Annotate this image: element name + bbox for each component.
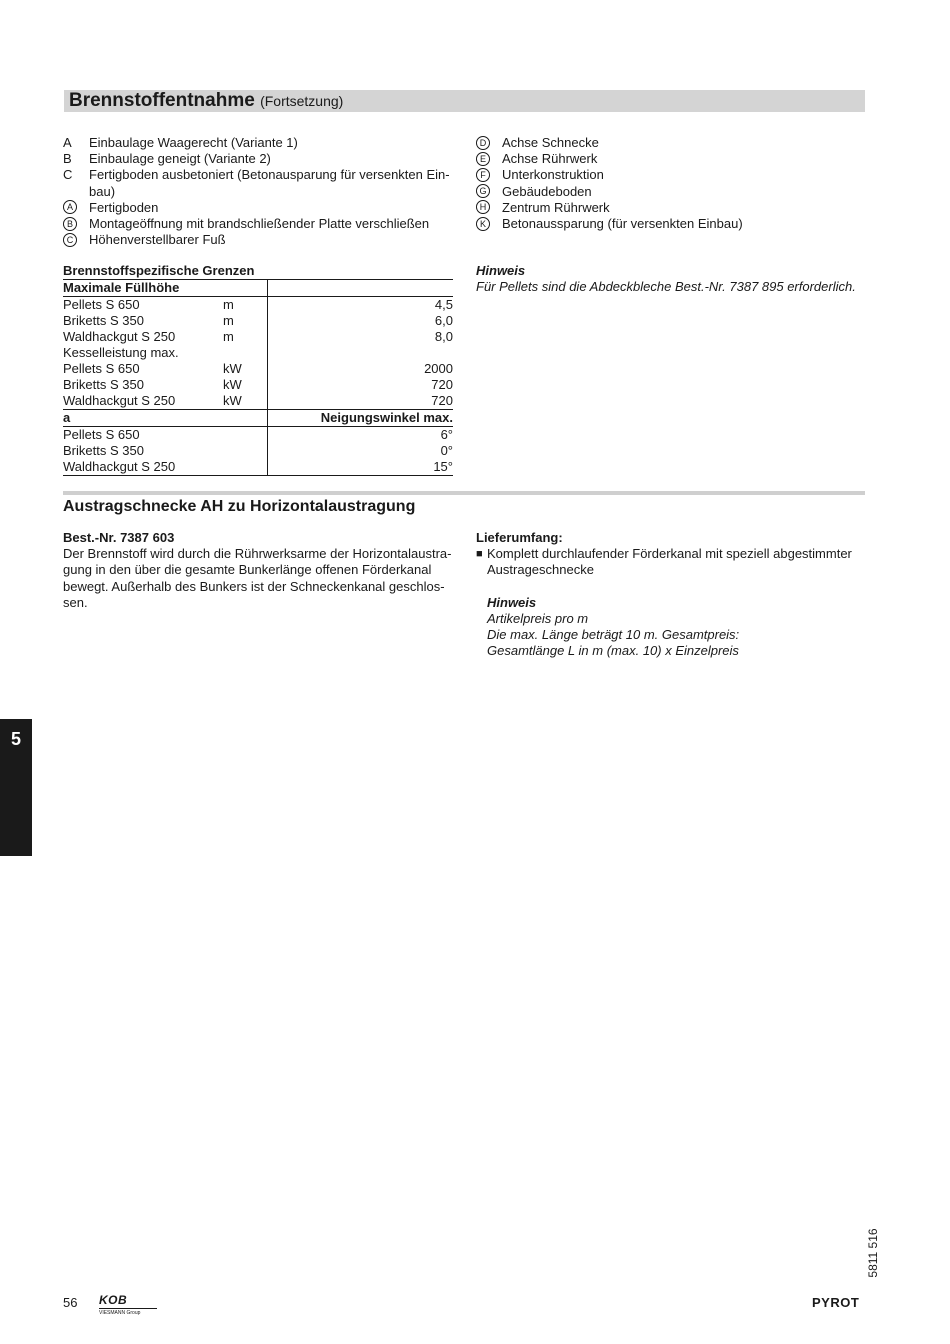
- table-row: Pellets S 650 m 4,5: [63, 297, 453, 312]
- circled-letter-icon: A: [63, 200, 77, 214]
- table-row: Waldhackgut S 250 kW 720: [63, 393, 453, 408]
- note-text: Gesamtlänge L in m (max. 10) x Einzelpreis: [487, 643, 739, 659]
- page-title: [69, 90, 343, 112]
- note-block: [476, 263, 866, 295]
- legend-text: Achse Rührwerk: [502, 151, 598, 167]
- delivery-title: Lieferumfang:: [476, 530, 563, 545]
- title-subtitle: (Fortsetzung): [260, 93, 344, 109]
- table-row: Pellets S 650 kW 2000: [63, 361, 453, 376]
- circled-letter-icon: D: [476, 136, 490, 150]
- bullet-icon: ■: [476, 548, 483, 561]
- page-number: 56: [63, 1295, 78, 1310]
- legend-item: [63, 200, 463, 216]
- document-number: 5811 516: [866, 1228, 880, 1278]
- legend-text: Zentrum Rührwerk: [502, 199, 610, 215]
- list-item: ■ Komplett durchlaufender Förderkanal mit speziell abgestimmter Austrageschnecke: [476, 546, 852, 578]
- legend-left: [63, 135, 463, 248]
- legend-text: Fertigboden: [89, 199, 159, 215]
- table-caption: Brennstoffspezifische Grenzen: [63, 263, 453, 280]
- legend-key: B: [63, 151, 72, 167]
- note-title: Hinweis: [487, 594, 537, 610]
- description-line: gung in den über die gesamte Bunkerlänge offenen Förderkanal: [63, 562, 432, 578]
- legend-text: Höhenverstellbarer Fuß: [89, 232, 226, 248]
- table-header: Maximale Füllhöhe: [63, 280, 223, 297]
- delivery-scope: [476, 530, 866, 659]
- circled-letter-icon: C: [63, 233, 77, 247]
- legend-text-continued: bau): [89, 183, 116, 199]
- kob-logo: [99, 1292, 157, 1318]
- note-text: Die max. Länge beträgt 10 m. Gesamtpreis:: [487, 627, 740, 643]
- legend-item: [476, 216, 866, 232]
- fuel-limits-table: [63, 263, 453, 476]
- table-subheader: Kesselleistung max.: [63, 345, 179, 360]
- circled-letter-icon: B: [63, 217, 77, 231]
- circled-letter-icon: F: [476, 168, 490, 182]
- chapter-tab: [0, 719, 32, 856]
- legend-text: Unterkonstruktion: [502, 167, 604, 183]
- table-row: Briketts S 350 m 6,0: [63, 313, 453, 328]
- brand-name: PYROT: [812, 1295, 860, 1310]
- table-header-row: a Neigungswinkel max.: [63, 410, 453, 425]
- legend-item: [63, 135, 463, 151]
- legend-item: [63, 216, 463, 232]
- legend-text: Einbaulage geneigt (Variante 2): [89, 151, 271, 167]
- section-title-bar: [64, 90, 865, 112]
- legend-text: Achse Schnecke: [502, 135, 599, 150]
- circled-letter-icon: K: [476, 217, 490, 231]
- legend-item: [63, 151, 463, 167]
- circled-letter-icon: E: [476, 152, 490, 166]
- chapter-number: 5: [10, 729, 21, 749]
- title-text: Brennstoffentnahme: [69, 90, 255, 111]
- table-row: Waldhackgut S 250 m 8,0: [63, 329, 453, 344]
- legend-text: Gebäudeboden: [502, 183, 592, 199]
- legend-key: C: [63, 167, 73, 183]
- legend-text: Einbaulage Waagerecht (Variante 1): [89, 135, 298, 150]
- legend-item: [63, 167, 463, 199]
- legend-text: Montageöffnung mit brandschließender Platte verschließen: [89, 215, 430, 231]
- circled-letter-icon: G: [476, 184, 490, 198]
- section-divider: [63, 491, 865, 495]
- note-title: Hinweis: [476, 263, 526, 278]
- product-description: [63, 530, 463, 611]
- legend-item: [63, 232, 463, 248]
- table-row: Briketts S 350 0°: [63, 443, 453, 458]
- legend-item: [476, 135, 866, 151]
- note-text: Für Pellets sind die Abdeckbleche Best.-Nr. 7387 895 erforderlich.: [476, 279, 856, 295]
- section-heading: Austragschnecke AH zu Horizontalaustragung: [63, 498, 416, 515]
- note-block: [476, 595, 866, 660]
- legend-item: [476, 151, 866, 167]
- legend-item: [476, 184, 866, 200]
- description-line: Der Brennstoff wird durch die Rührwerksarme der Horizontalaustra-: [63, 546, 452, 562]
- legend-right: [476, 135, 866, 232]
- order-number: Best.-Nr. 7387 603: [63, 530, 175, 545]
- circled-letter-icon: H: [476, 200, 490, 214]
- table-row: Briketts S 350 kW 720: [63, 377, 453, 392]
- legend-item: [476, 200, 866, 216]
- description-line: bewegt. Außerhalb des Bunkers ist der Schneckenkanal geschlos-: [63, 578, 445, 594]
- legend-item: [476, 167, 866, 183]
- table-row: Pellets S 650 6°: [63, 427, 453, 442]
- table-row: Waldhackgut S 250 15°: [63, 459, 453, 474]
- description-line: sen.: [63, 594, 88, 610]
- note-text: Artikelpreis pro m: [487, 610, 589, 626]
- logo-group-text: VIESMANN Group: [99, 1310, 141, 1316]
- legend-key: A: [63, 135, 72, 150]
- logo-text: KOB: [99, 1293, 128, 1307]
- legend-text: Betonaussparung (für versenkten Einbau): [502, 215, 743, 231]
- table-row: [63, 345, 453, 361]
- legend-text: Fertigboden ausbetoniert (Betonausparung für versenkten Ein-: [89, 167, 450, 183]
